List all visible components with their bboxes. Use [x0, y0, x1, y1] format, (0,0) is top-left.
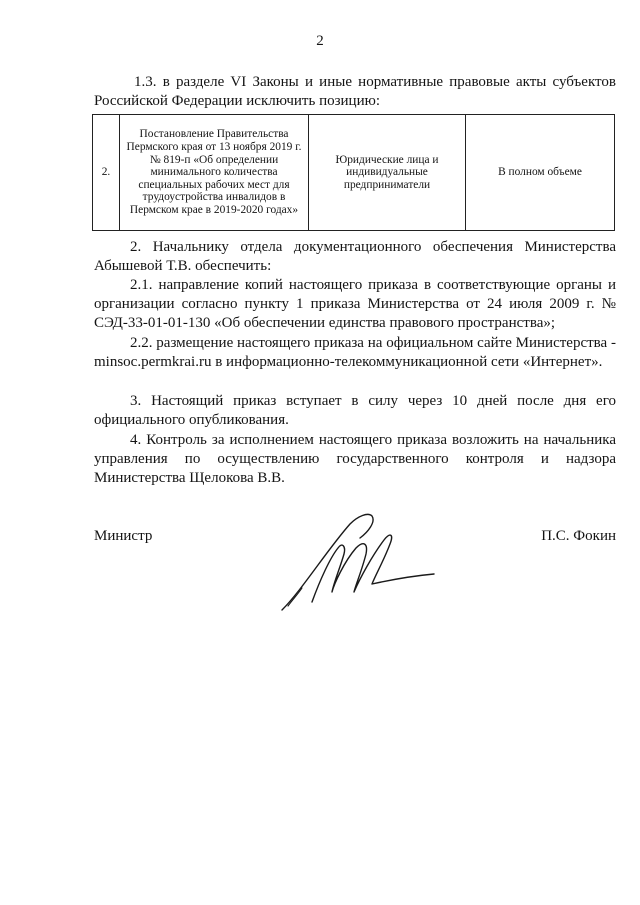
signatory-title: Министр	[94, 528, 153, 544]
clause-2: 2. Начальнику отдела документационного обеспечения Министерства Абышевой Т.В. обеспечить:	[94, 239, 616, 274]
clause-1-3-line1: 1.3. в разделе VI Законы и иные нормативные правовые акты субъектов	[134, 74, 616, 90]
signature-image	[272, 510, 452, 620]
clause-2-1: 2.1. направление копий настоящего приказа в соответствующие органы и организации согласно пункту 1 приказа Министерства от 24 июля 2009 г. № СЭД-33-01-01-130 «Об обеспечении единства правового пространства»;	[94, 277, 616, 331]
signatory-name: П.С. Фокин	[541, 528, 616, 544]
table-row	[93, 115, 615, 231]
excluded-position-table	[92, 114, 615, 231]
table-cell-act: Постановление Правительства Пермского края от 13 ноября 2019 г. № 819-п «Об определении минимального количества специальных рабочих мест для трудоустройства инвалидов в Пермском крае в 2019-2020 годах»	[120, 115, 309, 231]
clause-4: 4. Контроль за исполнением настоящего приказа возложить на начальника управления по осуществлению государственного контроля и надзора Министерства Щелокова В.В.	[94, 432, 616, 486]
clause-3: 3. Настоящий приказ вступает в силу через 10 дней после дня его официального опубликования.	[94, 393, 616, 428]
table-cell-scope: В полном объеме	[466, 115, 615, 231]
clause-1-3	[94, 73, 616, 111]
table-cell-number: 2.	[93, 115, 120, 231]
handwritten-signature	[272, 510, 452, 620]
clause-2-2: 2.2. размещение настоящего приказа на официальном сайте Министерства - minsoc.permkrai.ru в информационно-телекоммуникационной сети «Интернет».	[94, 335, 616, 370]
clause-1-3-line2: Российской Федерации исключить позицию:	[94, 93, 380, 109]
table-cell-subjects: Юридические лица и индивидуальные предприниматели	[309, 115, 466, 231]
page-number: 2	[316, 33, 324, 49]
